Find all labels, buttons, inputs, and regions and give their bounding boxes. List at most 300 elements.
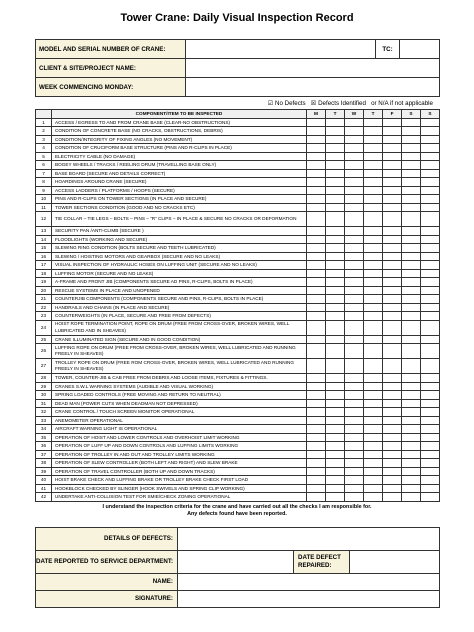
- day-checkbox-cell[interactable]: [383, 295, 402, 304]
- day-checkbox-cell[interactable]: [345, 118, 364, 127]
- day-checkbox-cell[interactable]: [383, 442, 402, 451]
- day-checkbox-cell[interactable]: [402, 127, 421, 136]
- signature-field[interactable]: [178, 590, 440, 607]
- day-checkbox-cell[interactable]: [383, 161, 402, 170]
- day-checkbox-cell[interactable]: [307, 178, 326, 187]
- day-checkbox-cell[interactable]: [383, 169, 402, 178]
- day-checkbox-cell[interactable]: [345, 391, 364, 400]
- day-checkbox-cell[interactable]: [326, 425, 345, 434]
- day-checkbox-cell[interactable]: [307, 186, 326, 195]
- day-checkbox-cell[interactable]: [402, 382, 421, 391]
- day-checkbox-cell[interactable]: [402, 135, 421, 144]
- day-checkbox-cell[interactable]: [326, 244, 345, 253]
- day-checkbox-cell[interactable]: [326, 295, 345, 304]
- day-checkbox-cell[interactable]: [326, 169, 345, 178]
- day-checkbox-cell[interactable]: [402, 178, 421, 187]
- day-checkbox-cell[interactable]: [402, 335, 421, 344]
- day-checkbox-cell[interactable]: [364, 235, 383, 244]
- day-checkbox-cell[interactable]: [364, 391, 383, 400]
- day-checkbox-cell[interactable]: [402, 493, 421, 502]
- day-checkbox-cell[interactable]: [307, 169, 326, 178]
- day-checkbox-cell[interactable]: [307, 312, 326, 321]
- day-checkbox-cell[interactable]: [402, 416, 421, 425]
- day-checkbox-cell[interactable]: [326, 391, 345, 400]
- day-checkbox-cell[interactable]: [421, 359, 440, 374]
- day-checkbox-cell[interactable]: [326, 484, 345, 493]
- day-checkbox-cell[interactable]: [383, 493, 402, 502]
- day-checkbox-cell[interactable]: [345, 212, 364, 227]
- day-checkbox-cell[interactable]: [326, 212, 345, 227]
- day-checkbox-cell[interactable]: [421, 286, 440, 295]
- day-checkbox-cell[interactable]: [383, 320, 402, 335]
- day-checkbox-cell[interactable]: [307, 161, 326, 170]
- day-checkbox-cell[interactable]: [326, 374, 345, 383]
- day-checkbox-cell[interactable]: [421, 195, 440, 204]
- day-checkbox-cell[interactable]: [383, 203, 402, 212]
- day-checkbox-cell[interactable]: [364, 261, 383, 270]
- day-checkbox-cell[interactable]: [364, 450, 383, 459]
- day-checkbox-cell[interactable]: [402, 152, 421, 161]
- day-checkbox-cell[interactable]: [364, 476, 383, 485]
- day-checkbox-cell[interactable]: [383, 344, 402, 359]
- day-checkbox-cell[interactable]: [326, 312, 345, 321]
- day-checkbox-cell[interactable]: [421, 335, 440, 344]
- day-checkbox-cell[interactable]: [402, 408, 421, 417]
- day-checkbox-cell[interactable]: [421, 169, 440, 178]
- day-checkbox-cell[interactable]: [383, 118, 402, 127]
- day-checkbox-cell[interactable]: [383, 425, 402, 434]
- day-checkbox-cell[interactable]: [421, 312, 440, 321]
- day-checkbox-cell[interactable]: [364, 442, 383, 451]
- day-checkbox-cell[interactable]: [364, 269, 383, 278]
- day-checkbox-cell[interactable]: [326, 144, 345, 153]
- day-checkbox-cell[interactable]: [383, 459, 402, 468]
- day-checkbox-cell[interactable]: [364, 433, 383, 442]
- day-checkbox-cell[interactable]: [345, 269, 364, 278]
- day-checkbox-cell[interactable]: [345, 227, 364, 236]
- day-checkbox-cell[interactable]: [402, 467, 421, 476]
- day-checkbox-cell[interactable]: [307, 433, 326, 442]
- day-checkbox-cell[interactable]: [345, 235, 364, 244]
- day-checkbox-cell[interactable]: [364, 408, 383, 417]
- date-repaired-field[interactable]: [350, 550, 440, 573]
- day-checkbox-cell[interactable]: [345, 195, 364, 204]
- day-checkbox-cell[interactable]: [307, 359, 326, 374]
- client-field[interactable]: [186, 59, 440, 78]
- day-checkbox-cell[interactable]: [307, 493, 326, 502]
- day-checkbox-cell[interactable]: [421, 374, 440, 383]
- day-checkbox-cell[interactable]: [383, 391, 402, 400]
- day-checkbox-cell[interactable]: [307, 320, 326, 335]
- day-checkbox-cell[interactable]: [402, 227, 421, 236]
- day-checkbox-cell[interactable]: [326, 152, 345, 161]
- day-checkbox-cell[interactable]: [326, 235, 345, 244]
- day-checkbox-cell[interactable]: [345, 359, 364, 374]
- day-checkbox-cell[interactable]: [421, 484, 440, 493]
- day-checkbox-cell[interactable]: [307, 252, 326, 261]
- day-checkbox-cell[interactable]: [326, 286, 345, 295]
- day-checkbox-cell[interactable]: [364, 425, 383, 434]
- day-checkbox-cell[interactable]: [345, 335, 364, 344]
- day-checkbox-cell[interactable]: [307, 135, 326, 144]
- day-checkbox-cell[interactable]: [383, 312, 402, 321]
- day-checkbox-cell[interactable]: [364, 399, 383, 408]
- day-checkbox-cell[interactable]: [364, 286, 383, 295]
- day-checkbox-cell[interactable]: [421, 144, 440, 153]
- day-checkbox-cell[interactable]: [307, 408, 326, 417]
- day-checkbox-cell[interactable]: [326, 335, 345, 344]
- day-checkbox-cell[interactable]: [326, 320, 345, 335]
- day-checkbox-cell[interactable]: [383, 399, 402, 408]
- day-checkbox-cell[interactable]: [383, 269, 402, 278]
- day-checkbox-cell[interactable]: [402, 374, 421, 383]
- day-checkbox-cell[interactable]: [383, 433, 402, 442]
- day-checkbox-cell[interactable]: [326, 399, 345, 408]
- day-checkbox-cell[interactable]: [307, 382, 326, 391]
- day-checkbox-cell[interactable]: [345, 244, 364, 253]
- day-checkbox-cell[interactable]: [402, 425, 421, 434]
- day-checkbox-cell[interactable]: [421, 442, 440, 451]
- day-checkbox-cell[interactable]: [307, 195, 326, 204]
- day-checkbox-cell[interactable]: [421, 467, 440, 476]
- day-checkbox-cell[interactable]: [364, 312, 383, 321]
- day-checkbox-cell[interactable]: [383, 450, 402, 459]
- day-checkbox-cell[interactable]: [402, 344, 421, 359]
- day-checkbox-cell[interactable]: [345, 135, 364, 144]
- day-checkbox-cell[interactable]: [345, 476, 364, 485]
- day-checkbox-cell[interactable]: [345, 152, 364, 161]
- day-checkbox-cell[interactable]: [383, 227, 402, 236]
- day-checkbox-cell[interactable]: [421, 261, 440, 270]
- day-checkbox-cell[interactable]: [307, 391, 326, 400]
- day-checkbox-cell[interactable]: [345, 261, 364, 270]
- day-checkbox-cell[interactable]: [364, 169, 383, 178]
- day-checkbox-cell[interactable]: [345, 286, 364, 295]
- day-checkbox-cell[interactable]: [402, 303, 421, 312]
- day-checkbox-cell[interactable]: [383, 335, 402, 344]
- day-checkbox-cell[interactable]: [345, 203, 364, 212]
- day-checkbox-cell[interactable]: [421, 320, 440, 335]
- day-checkbox-cell[interactable]: [364, 416, 383, 425]
- day-checkbox-cell[interactable]: [307, 127, 326, 136]
- day-checkbox-cell[interactable]: [326, 227, 345, 236]
- day-checkbox-cell[interactable]: [421, 344, 440, 359]
- day-checkbox-cell[interactable]: [364, 359, 383, 374]
- name-field[interactable]: [178, 573, 440, 590]
- day-checkbox-cell[interactable]: [345, 278, 364, 287]
- day-checkbox-cell[interactable]: [326, 493, 345, 502]
- day-checkbox-cell[interactable]: [383, 408, 402, 417]
- day-checkbox-cell[interactable]: [402, 391, 421, 400]
- day-checkbox-cell[interactable]: [383, 144, 402, 153]
- day-checkbox-cell[interactable]: [345, 344, 364, 359]
- day-checkbox-cell[interactable]: [402, 161, 421, 170]
- day-checkbox-cell[interactable]: [345, 416, 364, 425]
- day-checkbox-cell[interactable]: [307, 467, 326, 476]
- day-checkbox-cell[interactable]: [364, 382, 383, 391]
- day-checkbox-cell[interactable]: [326, 178, 345, 187]
- day-checkbox-cell[interactable]: [402, 252, 421, 261]
- day-checkbox-cell[interactable]: [421, 278, 440, 287]
- day-checkbox-cell[interactable]: [307, 261, 326, 270]
- day-checkbox-cell[interactable]: [421, 399, 440, 408]
- day-checkbox-cell[interactable]: [345, 186, 364, 195]
- day-checkbox-cell[interactable]: [345, 459, 364, 468]
- day-checkbox-cell[interactable]: [326, 450, 345, 459]
- day-checkbox-cell[interactable]: [364, 195, 383, 204]
- day-checkbox-cell[interactable]: [402, 286, 421, 295]
- day-checkbox-cell[interactable]: [307, 235, 326, 244]
- day-checkbox-cell[interactable]: [364, 152, 383, 161]
- day-checkbox-cell[interactable]: [402, 169, 421, 178]
- day-checkbox-cell[interactable]: [402, 144, 421, 153]
- day-checkbox-cell[interactable]: [364, 252, 383, 261]
- day-checkbox-cell[interactable]: [326, 433, 345, 442]
- day-checkbox-cell[interactable]: [421, 227, 440, 236]
- day-checkbox-cell[interactable]: [364, 295, 383, 304]
- day-checkbox-cell[interactable]: [402, 212, 421, 227]
- day-checkbox-cell[interactable]: [421, 235, 440, 244]
- day-checkbox-cell[interactable]: [326, 261, 345, 270]
- day-checkbox-cell[interactable]: [345, 408, 364, 417]
- day-checkbox-cell[interactable]: [383, 467, 402, 476]
- day-checkbox-cell[interactable]: [402, 261, 421, 270]
- day-checkbox-cell[interactable]: [383, 359, 402, 374]
- day-checkbox-cell[interactable]: [364, 118, 383, 127]
- day-checkbox-cell[interactable]: [402, 244, 421, 253]
- day-checkbox-cell[interactable]: [421, 252, 440, 261]
- day-checkbox-cell[interactable]: [402, 433, 421, 442]
- day-checkbox-cell[interactable]: [402, 118, 421, 127]
- day-checkbox-cell[interactable]: [364, 374, 383, 383]
- day-checkbox-cell[interactable]: [326, 118, 345, 127]
- day-checkbox-cell[interactable]: [326, 382, 345, 391]
- day-checkbox-cell[interactable]: [307, 450, 326, 459]
- day-checkbox-cell[interactable]: [326, 269, 345, 278]
- day-checkbox-cell[interactable]: [364, 244, 383, 253]
- day-checkbox-cell[interactable]: [364, 278, 383, 287]
- day-checkbox-cell[interactable]: [345, 178, 364, 187]
- day-checkbox-cell[interactable]: [402, 399, 421, 408]
- day-checkbox-cell[interactable]: [364, 135, 383, 144]
- day-checkbox-cell[interactable]: [307, 484, 326, 493]
- tc-field[interactable]: [400, 40, 440, 59]
- day-checkbox-cell[interactable]: [421, 178, 440, 187]
- day-checkbox-cell[interactable]: [307, 227, 326, 236]
- day-checkbox-cell[interactable]: [383, 186, 402, 195]
- day-checkbox-cell[interactable]: [421, 127, 440, 136]
- day-checkbox-cell[interactable]: [383, 178, 402, 187]
- day-checkbox-cell[interactable]: [383, 278, 402, 287]
- day-checkbox-cell[interactable]: [402, 450, 421, 459]
- day-checkbox-cell[interactable]: [307, 344, 326, 359]
- day-checkbox-cell[interactable]: [326, 135, 345, 144]
- day-checkbox-cell[interactable]: [345, 399, 364, 408]
- day-checkbox-cell[interactable]: [364, 203, 383, 212]
- day-checkbox-cell[interactable]: [364, 186, 383, 195]
- day-checkbox-cell[interactable]: [307, 399, 326, 408]
- day-checkbox-cell[interactable]: [364, 335, 383, 344]
- day-checkbox-cell[interactable]: [345, 144, 364, 153]
- day-checkbox-cell[interactable]: [326, 161, 345, 170]
- day-checkbox-cell[interactable]: [364, 227, 383, 236]
- day-checkbox-cell[interactable]: [307, 212, 326, 227]
- day-checkbox-cell[interactable]: [326, 344, 345, 359]
- day-checkbox-cell[interactable]: [421, 152, 440, 161]
- day-checkbox-cell[interactable]: [345, 252, 364, 261]
- day-checkbox-cell[interactable]: [402, 295, 421, 304]
- day-checkbox-cell[interactable]: [326, 359, 345, 374]
- day-checkbox-cell[interactable]: [421, 425, 440, 434]
- day-checkbox-cell[interactable]: [307, 335, 326, 344]
- day-checkbox-cell[interactable]: [345, 382, 364, 391]
- day-checkbox-cell[interactable]: [326, 303, 345, 312]
- day-checkbox-cell[interactable]: [421, 450, 440, 459]
- day-checkbox-cell[interactable]: [345, 320, 364, 335]
- week-field[interactable]: [186, 78, 440, 97]
- day-checkbox-cell[interactable]: [421, 433, 440, 442]
- day-checkbox-cell[interactable]: [307, 244, 326, 253]
- day-checkbox-cell[interactable]: [326, 278, 345, 287]
- day-checkbox-cell[interactable]: [326, 442, 345, 451]
- day-checkbox-cell[interactable]: [307, 459, 326, 468]
- day-checkbox-cell[interactable]: [326, 203, 345, 212]
- day-checkbox-cell[interactable]: [307, 425, 326, 434]
- day-checkbox-cell[interactable]: [345, 467, 364, 476]
- day-checkbox-cell[interactable]: [383, 135, 402, 144]
- day-checkbox-cell[interactable]: [307, 278, 326, 287]
- day-checkbox-cell[interactable]: [364, 161, 383, 170]
- day-checkbox-cell[interactable]: [326, 252, 345, 261]
- day-checkbox-cell[interactable]: [421, 408, 440, 417]
- day-checkbox-cell[interactable]: [345, 295, 364, 304]
- day-checkbox-cell[interactable]: [402, 235, 421, 244]
- day-checkbox-cell[interactable]: [326, 186, 345, 195]
- day-checkbox-cell[interactable]: [421, 476, 440, 485]
- day-checkbox-cell[interactable]: [307, 118, 326, 127]
- day-checkbox-cell[interactable]: [421, 161, 440, 170]
- day-checkbox-cell[interactable]: [326, 467, 345, 476]
- day-checkbox-cell[interactable]: [345, 493, 364, 502]
- day-checkbox-cell[interactable]: [383, 235, 402, 244]
- day-checkbox-cell[interactable]: [307, 152, 326, 161]
- day-checkbox-cell[interactable]: [364, 344, 383, 359]
- day-checkbox-cell[interactable]: [402, 269, 421, 278]
- day-checkbox-cell[interactable]: [364, 467, 383, 476]
- day-checkbox-cell[interactable]: [345, 303, 364, 312]
- day-checkbox-cell[interactable]: [345, 433, 364, 442]
- day-checkbox-cell[interactable]: [421, 459, 440, 468]
- day-checkbox-cell[interactable]: [326, 195, 345, 204]
- day-checkbox-cell[interactable]: [383, 244, 402, 253]
- day-checkbox-cell[interactable]: [364, 127, 383, 136]
- day-checkbox-cell[interactable]: [421, 135, 440, 144]
- day-checkbox-cell[interactable]: [421, 212, 440, 227]
- day-checkbox-cell[interactable]: [345, 127, 364, 136]
- day-checkbox-cell[interactable]: [402, 459, 421, 468]
- day-checkbox-cell[interactable]: [307, 269, 326, 278]
- day-checkbox-cell[interactable]: [345, 425, 364, 434]
- day-checkbox-cell[interactable]: [345, 169, 364, 178]
- day-checkbox-cell[interactable]: [421, 269, 440, 278]
- day-checkbox-cell[interactable]: [345, 450, 364, 459]
- day-checkbox-cell[interactable]: [421, 493, 440, 502]
- day-checkbox-cell[interactable]: [307, 144, 326, 153]
- day-checkbox-cell[interactable]: [307, 286, 326, 295]
- day-checkbox-cell[interactable]: [345, 484, 364, 493]
- day-checkbox-cell[interactable]: [326, 408, 345, 417]
- day-checkbox-cell[interactable]: [383, 374, 402, 383]
- day-checkbox-cell[interactable]: [402, 442, 421, 451]
- day-checkbox-cell[interactable]: [383, 212, 402, 227]
- day-checkbox-cell[interactable]: [364, 178, 383, 187]
- day-checkbox-cell[interactable]: [402, 476, 421, 485]
- day-checkbox-cell[interactable]: [402, 203, 421, 212]
- day-checkbox-cell[interactable]: [364, 484, 383, 493]
- day-checkbox-cell[interactable]: [307, 476, 326, 485]
- day-checkbox-cell[interactable]: [383, 484, 402, 493]
- day-checkbox-cell[interactable]: [402, 278, 421, 287]
- day-checkbox-cell[interactable]: [402, 186, 421, 195]
- day-checkbox-cell[interactable]: [326, 476, 345, 485]
- day-checkbox-cell[interactable]: [383, 195, 402, 204]
- day-checkbox-cell[interactable]: [421, 203, 440, 212]
- day-checkbox-cell[interactable]: [345, 442, 364, 451]
- day-checkbox-cell[interactable]: [383, 286, 402, 295]
- day-checkbox-cell[interactable]: [326, 459, 345, 468]
- day-checkbox-cell[interactable]: [364, 493, 383, 502]
- day-checkbox-cell[interactable]: [307, 303, 326, 312]
- day-checkbox-cell[interactable]: [421, 186, 440, 195]
- day-checkbox-cell[interactable]: [383, 416, 402, 425]
- day-checkbox-cell[interactable]: [421, 416, 440, 425]
- day-checkbox-cell[interactable]: [421, 303, 440, 312]
- day-checkbox-cell[interactable]: [345, 161, 364, 170]
- day-checkbox-cell[interactable]: [345, 312, 364, 321]
- day-checkbox-cell[interactable]: [364, 212, 383, 227]
- day-checkbox-cell[interactable]: [383, 261, 402, 270]
- day-checkbox-cell[interactable]: [421, 382, 440, 391]
- model-field[interactable]: [186, 40, 376, 59]
- day-checkbox-cell[interactable]: [421, 391, 440, 400]
- day-checkbox-cell[interactable]: [307, 295, 326, 304]
- day-checkbox-cell[interactable]: [383, 303, 402, 312]
- day-checkbox-cell[interactable]: [326, 127, 345, 136]
- day-checkbox-cell[interactable]: [402, 312, 421, 321]
- day-checkbox-cell[interactable]: [345, 374, 364, 383]
- day-checkbox-cell[interactable]: [364, 303, 383, 312]
- day-checkbox-cell[interactable]: [383, 252, 402, 261]
- day-checkbox-cell[interactable]: [383, 476, 402, 485]
- details-field[interactable]: [178, 527, 440, 550]
- day-checkbox-cell[interactable]: [307, 374, 326, 383]
- date-reported-field[interactable]: [178, 550, 294, 573]
- day-checkbox-cell[interactable]: [421, 244, 440, 253]
- day-checkbox-cell[interactable]: [364, 320, 383, 335]
- day-checkbox-cell[interactable]: [364, 144, 383, 153]
- day-checkbox-cell[interactable]: [421, 118, 440, 127]
- day-checkbox-cell[interactable]: [364, 459, 383, 468]
- day-checkbox-cell[interactable]: [402, 484, 421, 493]
- day-checkbox-cell[interactable]: [307, 442, 326, 451]
- day-checkbox-cell[interactable]: [402, 359, 421, 374]
- day-checkbox-cell[interactable]: [307, 203, 326, 212]
- day-checkbox-cell[interactable]: [383, 127, 402, 136]
- day-checkbox-cell[interactable]: [383, 382, 402, 391]
- day-checkbox-cell[interactable]: [383, 152, 402, 161]
- day-checkbox-cell[interactable]: [307, 416, 326, 425]
- day-checkbox-cell[interactable]: [402, 195, 421, 204]
